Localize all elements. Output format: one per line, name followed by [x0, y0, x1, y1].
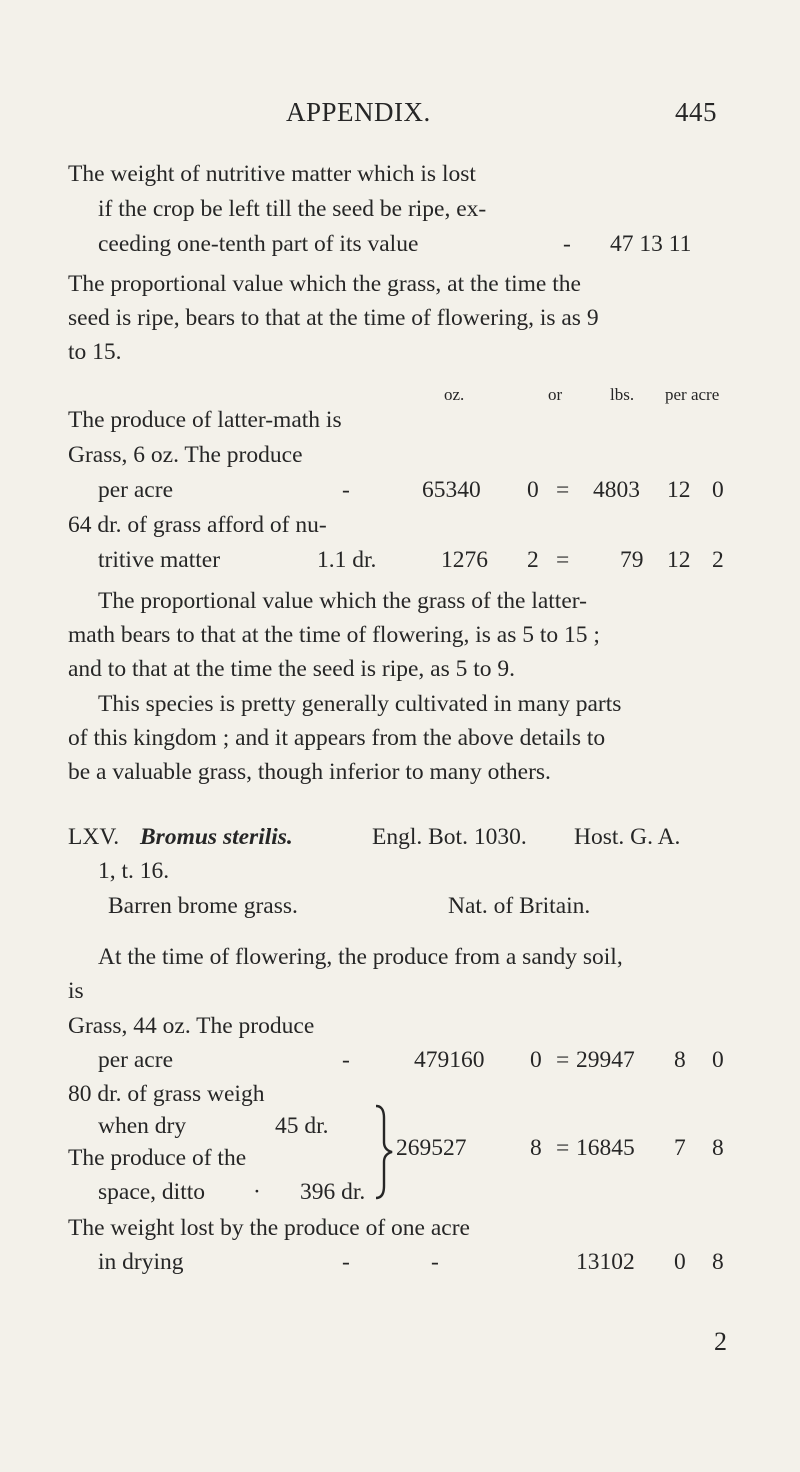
text-line: is — [68, 978, 84, 1004]
reference: Host. G. A. — [574, 824, 681, 850]
equals-sign: = — [556, 477, 570, 503]
text-line: 80 dr. of grass weigh — [68, 1081, 265, 1107]
oz-value: 12 — [667, 547, 691, 573]
dr-value: 396 dr. — [300, 1179, 366, 1205]
row-label: per acre — [98, 477, 173, 503]
text-line: The produce of the — [68, 1145, 247, 1171]
common-name: Barren brome grass. — [108, 893, 298, 919]
page-number: 445 — [675, 97, 717, 127]
text-line: be a valuable grass, though inferior to many others. — [68, 759, 551, 785]
text-line: seed is ripe, bears to that at the time of flowering, is as 9 — [68, 305, 599, 331]
lbs-value: 29947 — [576, 1047, 635, 1073]
lbs-value: 13102 — [576, 1249, 635, 1275]
text-line: if the crop be left till the seed be ripe, ex- — [98, 196, 487, 222]
dr-value: 0 — [712, 1047, 724, 1073]
oz-value: 479160 — [414, 1047, 485, 1073]
dr-value: 2 — [712, 547, 724, 573]
col-header-lbs: lbs. — [610, 385, 635, 404]
text-line: This species is pretty generally cultivated in many parts — [98, 691, 622, 717]
oz-value: 12 — [667, 477, 691, 503]
oz-value: 269527 — [396, 1135, 467, 1161]
oz-value: 8 — [674, 1047, 686, 1073]
dr-value: 8 — [712, 1249, 724, 1275]
oz-value: 0 — [674, 1249, 686, 1275]
text-line: ceeding one-tenth part of its value — [98, 231, 419, 257]
entry-number: LXV. — [68, 824, 120, 850]
leader-dot: · — [253, 1179, 261, 1205]
oz-value: 65340 — [422, 477, 481, 503]
oz-fraction: 2 — [527, 547, 539, 573]
oz-fraction: 0 — [530, 1047, 542, 1073]
dr-value: 1.1 dr. — [317, 547, 377, 573]
text-line: The weight lost by the produce of one acre — [68, 1215, 470, 1241]
leader-dash: - — [342, 477, 350, 503]
brace-icon — [372, 1104, 394, 1200]
oz-value: 1276 — [441, 547, 488, 573]
col-header-or: or — [548, 385, 563, 404]
text-line: and to that at the time the seed is ripe, as 5 to 9. — [68, 656, 516, 682]
reference: 1, t. 16. — [98, 858, 170, 884]
col-header-oz: oz. — [444, 385, 465, 404]
dr-value: 8 — [712, 1135, 724, 1161]
text-line: The proportional value which the grass, at the time the — [68, 271, 581, 297]
dr-value: 45 dr. — [275, 1113, 329, 1139]
leader-dash: - — [563, 231, 571, 257]
text-line: 64 dr. of grass afford of nu- — [68, 512, 327, 538]
text-line: At the time of flowering, the produce from a sandy soil, — [98, 944, 623, 970]
leader-dash: - — [431, 1249, 439, 1275]
text-line: when dry — [98, 1113, 187, 1139]
text-line: Grass, 6 oz. The produce — [68, 442, 303, 468]
leader-dash: - — [342, 1249, 350, 1275]
row-label: in drying — [98, 1249, 184, 1275]
text-line: The weight of nutritive matter which is lost — [68, 161, 476, 187]
row-label: tritive matter — [98, 547, 221, 573]
text-line: Grass, 44 oz. The produce — [68, 1013, 315, 1039]
leader-dash: - — [342, 1047, 350, 1073]
text-line: of this kingdom ; and it appears from the above details to — [68, 725, 606, 751]
row-label: per acre — [98, 1047, 173, 1073]
native-of: Nat. of Britain. — [448, 893, 591, 919]
signature-mark: 2 — [714, 1327, 727, 1356]
oz-fraction: 8 — [530, 1135, 542, 1161]
lost-weight-value: 47 13 11 — [610, 231, 692, 257]
species-name: Bromus sterilis. — [140, 824, 293, 850]
running-head: APPENDIX. — [286, 97, 431, 127]
text-line: The proportional value which the grass of the latter- — [98, 588, 587, 614]
col-header-per-acre: per acre — [665, 385, 720, 404]
lbs-value: 4803 — [593, 477, 640, 503]
equals-sign: = — [556, 547, 570, 573]
lbs-value: 16845 — [576, 1135, 635, 1161]
text-line: math bears to that at the time of flowering, is as 5 to 15 ; — [68, 622, 600, 648]
text-line: to 15. — [68, 339, 122, 365]
oz-value: 7 — [674, 1135, 686, 1161]
text-line: The produce of latter-math is — [68, 407, 342, 433]
lbs-value: 79 — [620, 547, 644, 573]
equals-sign: = — [556, 1135, 570, 1161]
oz-fraction: 0 — [527, 477, 539, 503]
text-line: space, ditto — [98, 1179, 206, 1205]
equals-sign: = — [556, 1047, 570, 1073]
dr-value: 0 — [712, 477, 724, 503]
reference: Engl. Bot. 1030. — [372, 824, 527, 850]
